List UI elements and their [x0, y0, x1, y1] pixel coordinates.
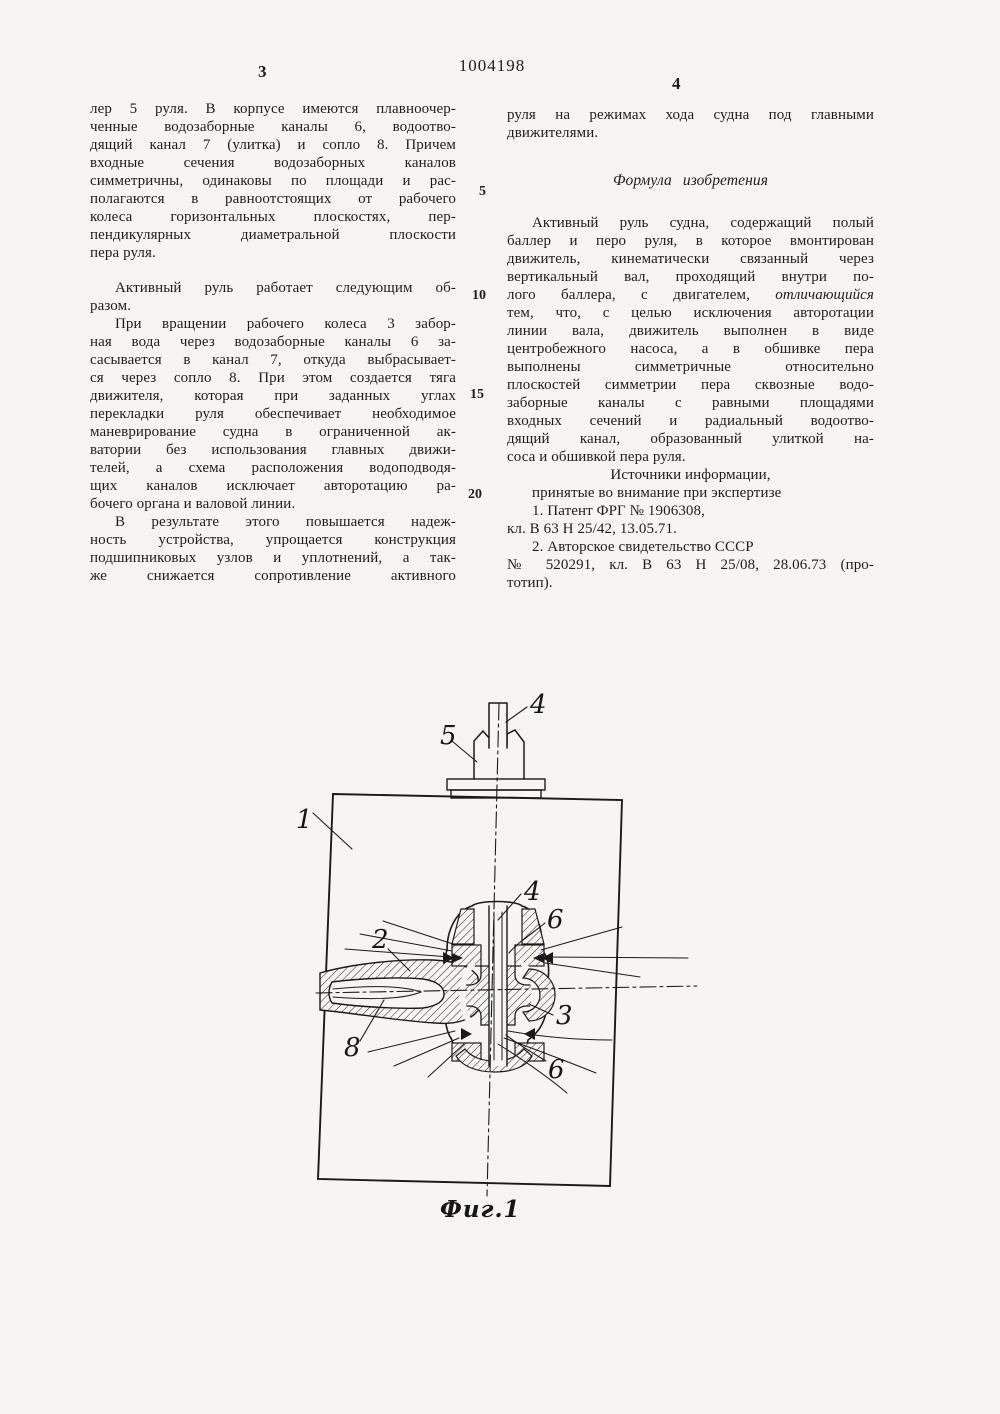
- figure-ref-number-5: 5: [440, 721, 457, 751]
- text-line: щих каналов исключает авторотацию ра-: [90, 478, 456, 494]
- text-line: полагаются в равноотстоящих от рабочего: [90, 191, 456, 207]
- text-line: движителя, которая при заданных углах: [90, 388, 456, 404]
- figure-ref-number-8: 8: [344, 1033, 361, 1063]
- text-line: ность устройства, упрощается конструкция: [90, 532, 456, 548]
- text-line: руля на режимах хода судна под главными: [507, 107, 874, 123]
- text-line: ватории без использования главных движи-: [90, 442, 456, 458]
- text-line: симметричны, одинаковы по площади и рас-: [90, 173, 456, 189]
- text-line: Формула изобретения: [612, 172, 769, 189]
- text-line: баллер и перо руля, в которое вмонтирован: [507, 233, 874, 249]
- text-line: Активный руль работает следующим об-: [115, 280, 456, 296]
- text-line: 2. Авторское свидетельство СССР: [532, 539, 754, 555]
- text-line: колеса горизонтальных плоскостях, пер-: [90, 209, 456, 225]
- gutter-line-number-20: 20: [468, 487, 482, 502]
- text-line: дящий канал, образованный улиткой на-: [507, 431, 874, 447]
- text-line: Источники информации,: [610, 467, 771, 483]
- text-line: движителями.: [507, 125, 599, 141]
- text-line: ная вода через водозаборные каналы 6 за-: [90, 334, 456, 350]
- text-line: входные сечения водозаборных каналов: [90, 155, 456, 171]
- text-line: пендикулярных диаметральной плоскости: [90, 227, 456, 243]
- text-line: же снижается сопротивление активного: [90, 568, 456, 584]
- figure-ref-number-6: 6: [548, 1055, 565, 1085]
- text-line: тотип).: [507, 575, 553, 591]
- text-line: заборные каналы с равными площадями: [507, 395, 874, 411]
- text-line: № 520291, кл. В 63 Н 25/08, 28.06.73 (про-: [507, 557, 874, 573]
- text-line: соса и обшивкой пера руля.: [507, 449, 686, 465]
- text-line: входных сечений и радиальный водоотво-: [507, 413, 874, 429]
- text-line: центробежного насоса, а в обшивке пера: [507, 341, 874, 357]
- text-line: выполнены симметричные относительно: [507, 359, 874, 375]
- text-line: сасывается в канал 7, откуда выбрасывает-: [90, 352, 456, 368]
- text-line: перекладки руля обеспечивает необходимое: [90, 406, 456, 422]
- text-line: тем, что, с целью исключения авторотации: [507, 305, 874, 321]
- text-line: линии вала, движитель выполнен в виде: [507, 323, 874, 339]
- figure-ref-number-1: 1: [296, 805, 313, 835]
- text-line: Активный руль судна, содержащий полый: [532, 215, 874, 231]
- text-line: ся через сопло 8. При этом создается тяга: [90, 370, 456, 386]
- text-line: подшипниковых узлов и уплотнений, а так-: [90, 550, 456, 566]
- patent-number: 1004198: [458, 56, 526, 75]
- gutter-line-number-15: 15: [470, 387, 484, 402]
- figure-caption: Фиг.1: [440, 1196, 521, 1223]
- text-line: принятые во внимание при экспертизе: [532, 485, 782, 501]
- text-line: пера руля.: [90, 245, 156, 261]
- figure-ref-number-4: 4: [530, 690, 547, 720]
- text-line: маневрирование судна в ограниченной ак-: [90, 424, 456, 440]
- column-number-left: 3: [258, 62, 267, 81]
- text-line: дящий канал 7 (улитка) и сопло 8. Причем: [90, 137, 456, 153]
- text-line: При вращении рабочего колеса 3 забор-: [115, 316, 456, 332]
- gutter-line-number-10: 10: [472, 288, 486, 303]
- figure-ref-number-3: 3: [556, 1001, 573, 1031]
- text-line: 1. Патент ФРГ № 1906308,: [532, 503, 705, 519]
- text-line: лер 5 руля. В корпусе имеются плавноочер-: [90, 101, 456, 117]
- column-number-right: 4: [672, 74, 681, 93]
- figure-ref-number-4: 4: [524, 877, 541, 907]
- text-line: движитель, кинематически связанный через: [507, 251, 874, 267]
- text-line: ченные водозаборные каналы 6, водоотво-: [90, 119, 456, 135]
- text-line: лого баллера, с двигателем, отличающийся: [507, 287, 874, 303]
- text-line: бочего органа и валовой линии.: [90, 496, 296, 512]
- text-line: телей, а схема расположения водоподводя-: [90, 460, 456, 476]
- text-line: разом.: [90, 298, 132, 314]
- text-line: кл. В 63 Н 25/42, 13.05.71.: [507, 521, 677, 537]
- gutter-line-number-5: 5: [479, 184, 486, 199]
- figure-ref-number-2: 2: [372, 925, 389, 955]
- text-line: плоскостей симметрии пера сквозные водо-: [507, 377, 874, 393]
- text-line: В результате этого повышается надеж-: [115, 514, 456, 530]
- text-line: вертикальный вал, проходящий внутри по-: [507, 269, 874, 285]
- figure-ref-number-6: 6: [547, 905, 564, 935]
